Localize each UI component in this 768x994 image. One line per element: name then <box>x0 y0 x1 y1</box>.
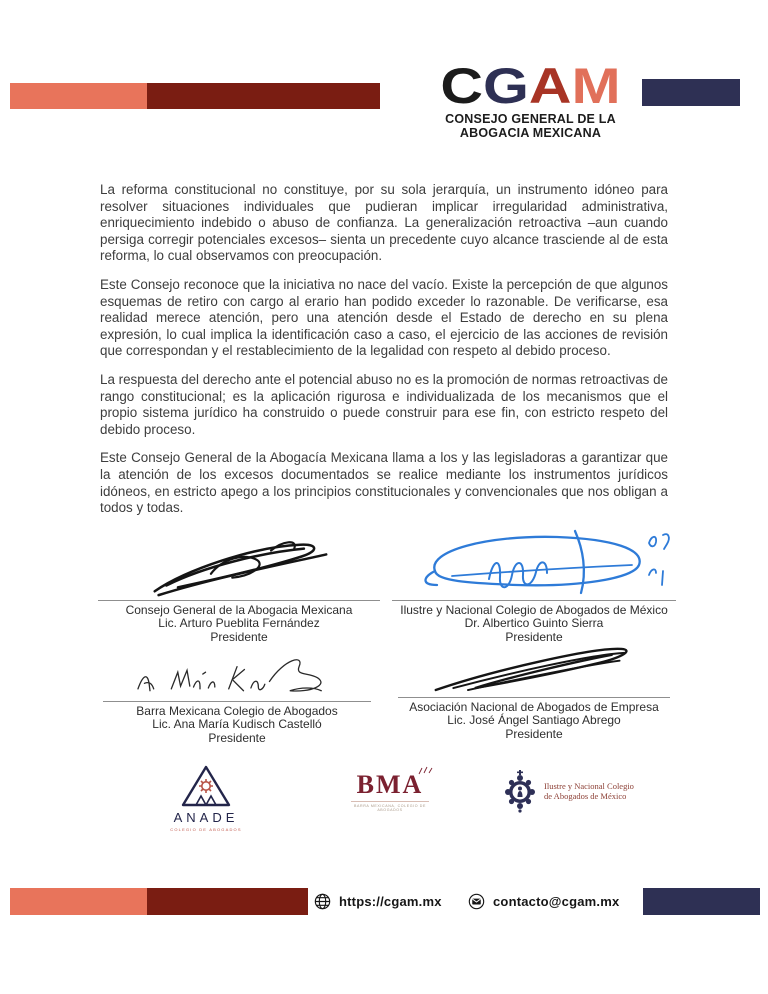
signature-org: Asociación Nacional de Abogados de Empresa <box>409 700 659 714</box>
incam-name-line2: de Abogados de México <box>544 791 627 801</box>
signature-name: Lic. José Ángel Santiago Abrego <box>447 713 621 728</box>
paragraph-2: Este Consejo reconoce que la iniciativa no nace del vacío. Existe la percepción de que algunos esquemas de retiro con cargo al erario han podido exceder lo razonable. De verificarse, esa realidad merece atención, pero una atención desde el Estado de derecho en su plena expresión, lo cual implica la identificación caso a caso, el ejercicio de las acciones de revisión que correspondan y el restablecimiento de la legalidad con respeto al debido proceso. <box>100 276 668 359</box>
bma-caption: BARRA MEXICANA, COLEGIO DE ABOGADOS <box>351 801 429 812</box>
header-bar-salmon <box>10 83 147 109</box>
paragraph-1: La reforma constitucional no constituye, por su sola jerarquía, un instrumento idóneo para resolver situaciones individuales que pudieran implicar irregularidad administrativa, enriquecimiento indebido o abuso de confianza. La generalización retroactiva –aun cuando persiga corregir potenciales excesos– sienta un precedente cuyo alcance trasciende al de esta reforma, lo cual observamos con preocupación. <box>100 182 668 264</box>
footer-email-address[interactable]: contacto@cgam.mx <box>493 894 620 909</box>
signature-albertico-guinto-image <box>392 527 676 599</box>
paragraph-4: Este Consejo General de la Abogacía Mexicana llama a los y las legisladoras a garantizar que la atención de los excesos documentados se realice mediante los instrumentos jurídicos idóneos, en estricto apego a los principios constitucionales y convencionales que nos obligan a todos y todas. <box>100 450 668 516</box>
bma-logo <box>338 772 442 812</box>
footer-bar-darkred <box>147 888 308 915</box>
signature-title: Presidente <box>505 726 563 741</box>
footer-website <box>314 893 442 910</box>
signature-rule <box>392 600 676 601</box>
signature-title: Presidente <box>505 629 563 644</box>
incam-logo <box>502 764 662 818</box>
anade-wordmark: ANADE <box>173 810 239 825</box>
footer-website-url[interactable]: https://cgam.mx <box>339 894 442 909</box>
incam-name <box>544 781 634 802</box>
mail-icon <box>468 893 485 910</box>
signature-org: Ilustre y Nacional Colegio de Abogados de México <box>400 603 668 617</box>
logo-letter-m: M <box>571 58 621 114</box>
logo-letter-c: C <box>440 58 483 114</box>
signature-org: Barra Mexicana Colegio de Abogados <box>136 704 338 718</box>
letter-body <box>100 182 668 529</box>
signature-title: Presidente <box>208 730 266 745</box>
footer-bar-salmon <box>10 888 147 915</box>
signature-block-anade <box>398 643 670 741</box>
anade-caption: COLEGIO DE ABOGADOS <box>170 827 242 832</box>
header-bar-darkred <box>147 83 380 109</box>
signature-block-incam <box>392 527 676 644</box>
signature-ana-maria-kudisch-image <box>103 650 371 700</box>
signature-rule <box>98 600 380 601</box>
anade-logo <box>156 764 256 832</box>
signature-jose-angel-santiago-image <box>398 643 670 696</box>
cgam-logo-word <box>386 60 675 112</box>
logo-subtitle-line1: CONSEJO GENERAL DE LA <box>445 112 616 126</box>
logo-subtitle-line2: ABOGACIA MEXICANA <box>459 126 602 140</box>
signature-rule <box>103 701 371 702</box>
incam-name-line1: Ilustre y Nacional Colegio <box>544 780 634 791</box>
signature-rule <box>398 697 670 698</box>
footer-bar-navy <box>643 888 760 915</box>
signature-name: Lic. Arturo Pueblita Fernández <box>158 616 320 631</box>
anade-triangle-icon <box>180 764 232 808</box>
signature-arturo-pueblita-image <box>98 537 380 599</box>
signature-name: Lic. Ana María Kudisch Castelló <box>152 717 322 732</box>
signature-block-barra-mexicana <box>103 650 371 745</box>
bma-wordmark: BMA <box>357 772 424 798</box>
signature-block-cgam <box>98 537 380 644</box>
signature-title: Presidente <box>210 629 268 644</box>
paragraph-3: La respuesta del derecho ante el potencial abuso no es la promoción de normas retroactivas de rango constitucional; es la aplicación rigurosa e individualizada de los mecanismos que el propio sistema jurídico ha construido o puede construir para ese fin, con estricto respeto del debido proceso. <box>100 371 668 437</box>
logo-letter-g: G <box>482 58 529 114</box>
cgam-logo <box>408 60 653 140</box>
signature-name: Dr. Albertico Guinto Sierra <box>464 616 604 631</box>
footer-email <box>468 893 619 910</box>
logo-letter-a: A <box>528 58 572 114</box>
globe-icon <box>314 893 331 910</box>
bma-anniversary-marks-icon <box>417 766 433 776</box>
incam-seal-icon <box>502 764 538 818</box>
signature-org: Consejo General de la Abogacia Mexicana <box>125 603 353 617</box>
